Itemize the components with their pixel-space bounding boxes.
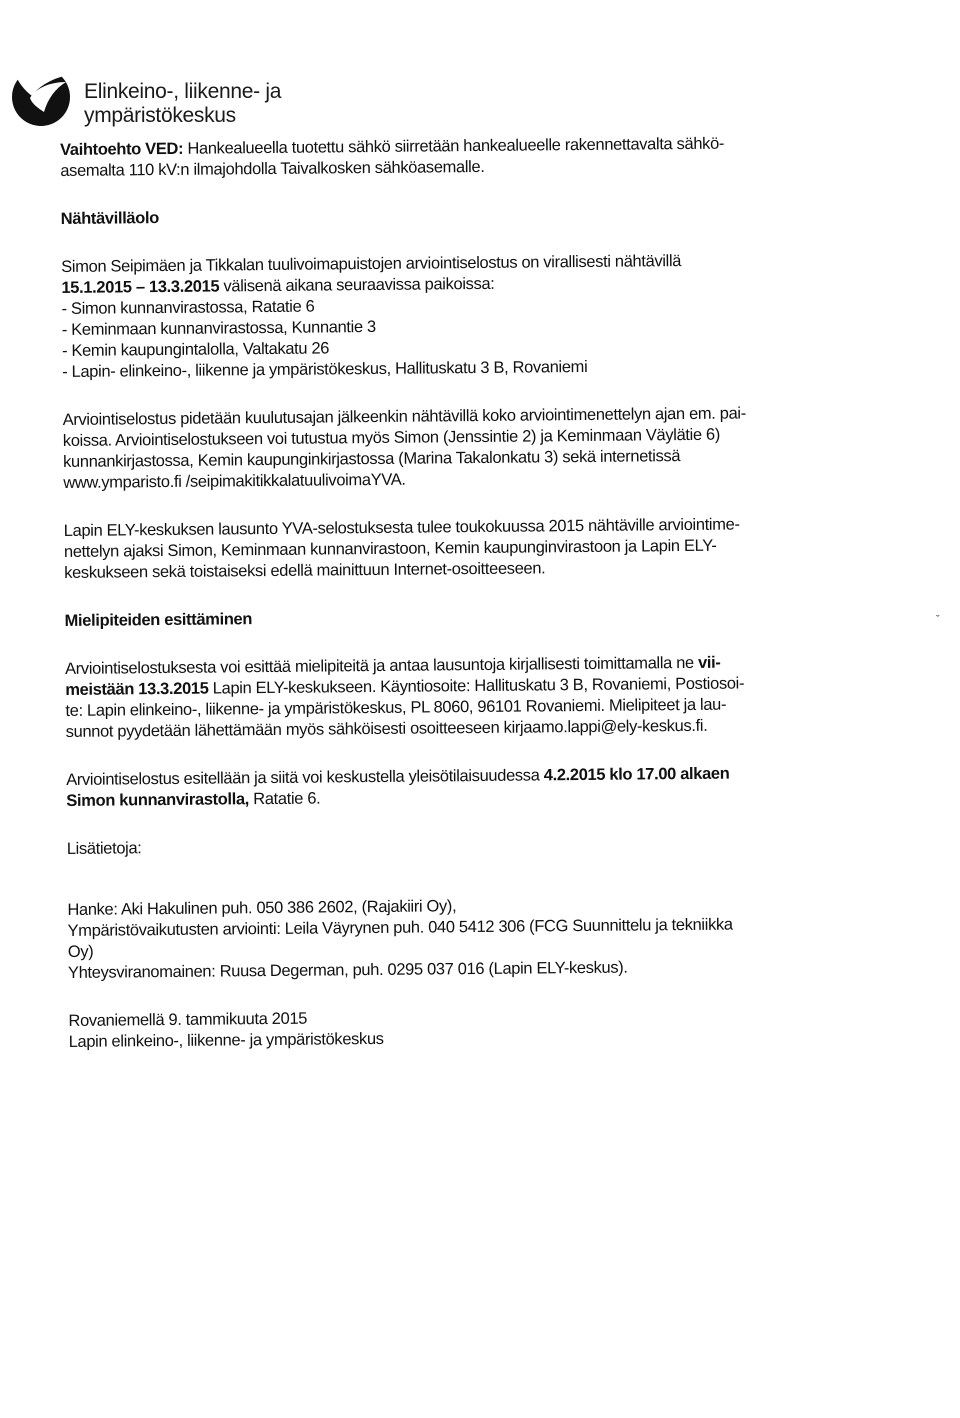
availability-paragraph [63, 402, 864, 494]
contacts-paragraph [67, 892, 868, 984]
ely-statement-paragraph [64, 513, 865, 584]
org-name-line1: Elinkeino-, liikenne- ja [84, 80, 282, 103]
signature-issuer: Lapin elinkeino-, liikenne- ja ympäristökeskus [68, 1029, 384, 1051]
opinions-line2: Lapin ELY-keskukseen. Käyntiosoite: Hallituskatu 3 B, Rovaniemi, Postiosoi- [212, 674, 745, 698]
contact-project: Hanke: Aki Hakulinen puh. 050 386 2602, (Rajakiiri Oy), [67, 897, 457, 919]
display-intro-line1: Simon Seipimäen ja Tikkalan tuulivoimapuistojen arviointiselostus on virallisesti nähtävillä [61, 252, 682, 276]
list-item: - Simon kunnanvirastossa, Ratatie 6 [61, 297, 315, 318]
ely-statement-line3: keskukseen sekä toistaiseksi edellä mainittuun Internet-osoitteeseen. [64, 559, 546, 582]
contact-consultant-cont: Oy) [67, 942, 94, 961]
ely-statement-line1: Lapin ELY-keskuksen lausunto YVA-selostuksesta tulee toukokuussa 2015 nähtäville arviointime- [63, 515, 740, 540]
opinions-line1: Arviointiselostuksesta voi esittää mielipiteitä ja antaa lausuntoja kirjallisesti toimittamalla ne [64, 653, 694, 678]
event-address: Ratatie 6. [253, 789, 321, 809]
org-name-line2: ympäristökeskus [84, 104, 236, 127]
list-item: - Keminmaan kunnanvirastossa, Kunnantie 3 [61, 317, 376, 339]
contact-authority: Yhteysviranomainen: Ruusa Degerman, puh. 0295 037 016 (Lapin ELY-keskus). [67, 958, 628, 982]
opinions-paragraph [65, 651, 866, 743]
display-date-range: 15.1.2015 – 13.3.2015 [61, 277, 220, 297]
contact-consultant: Ympäristövaikutusten arviointi: Leila Väyrynen puh. 040 5412 306 (FCG Suunnittelu ja tekniikka [67, 915, 733, 940]
ely-statement-line2: nettelyn ajaksi Simon, Keminmaan kunnanvirastoon, Kemin kaupunginvirastoon ja Lapin ELY- [63, 536, 717, 561]
display-intro-line2: välisenä aikana seuraavissa paikoissa: [223, 274, 495, 296]
availability-line1: Arviointiselostus pidetään kuulutusajan jälkeenkin nähtävillä koko arviointimenettelyn ajan em. pai- [62, 404, 746, 429]
alternative-ved-text-2: asemalta 110 kV:n ilmajohdolla Taivalkosken sähköasemalle. [60, 157, 485, 180]
ely-centre-logo-icon [10, 62, 76, 128]
opinions-deadline-start: vii- [697, 653, 721, 672]
display-heading: Nähtävilläolo [60, 209, 159, 228]
scan-mark: ˇ [936, 614, 940, 626]
event-datetime: 4.2.2015 klo 17.00 alkaen [543, 764, 730, 785]
alternative-ved-text: Hankealueella tuotettu sähkö siirretään hankealueelle rakennettavalta sähkö- [187, 134, 725, 158]
contacts-heading: Lisätietoja: [66, 839, 142, 858]
signature-block [68, 1003, 868, 1053]
availability-line3: kunnankirjastossa, Kemin kaupunginkirjastossa (Marina Takalonkatu 3) sekä internetissä [63, 447, 681, 471]
event-line1: Arviointiselostus esitellään ja siitä voi keskustella yleisötilaisuudessa [66, 766, 540, 789]
opinions-heading: Mielipiteiden esittäminen [64, 610, 253, 630]
opinions-line3: te: Lapin elinkeino-, liikenne- ja ympäristökeskus, PL 8060, 96101 Rovaniemi. Mielipiteet ja lau- [65, 695, 727, 720]
opinions-line4: sunnot pyydetään lähettämään myös sähköisesti osoitteeseen kirjaamo.lappi@ely-keskus.fi. [65, 716, 708, 741]
document-body [60, 132, 869, 1053]
website-address: www.ymparisto.fi /seipimakitikkalatuulivoimaYVA. [63, 470, 406, 492]
organization-name [84, 80, 281, 128]
signature-place-date: Rovaniemellä 9. tammikuuta 2015 [68, 1009, 308, 1030]
availability-line2: koissa. Arviointiselostukseen voi tutustua myös Simon (Jenssintie 2) ja Keminmaan Väylätie 6) [62, 425, 721, 450]
display-place-list [62, 291, 863, 383]
list-item: - Kemin kaupungintalolla, Valtakatu 26 [61, 339, 330, 360]
alternative-ved-label: Vaihtoehto VED: [60, 139, 184, 159]
event-venue: Simon kunnanvirastolla, [66, 790, 250, 810]
opinions-deadline: meistään 13.3.2015 [65, 679, 209, 699]
list-item: - Lapin- elinkeino-, liikenne ja ympäristökeskus, Hallituskatu 3 B, Rovaniemi [62, 357, 588, 381]
